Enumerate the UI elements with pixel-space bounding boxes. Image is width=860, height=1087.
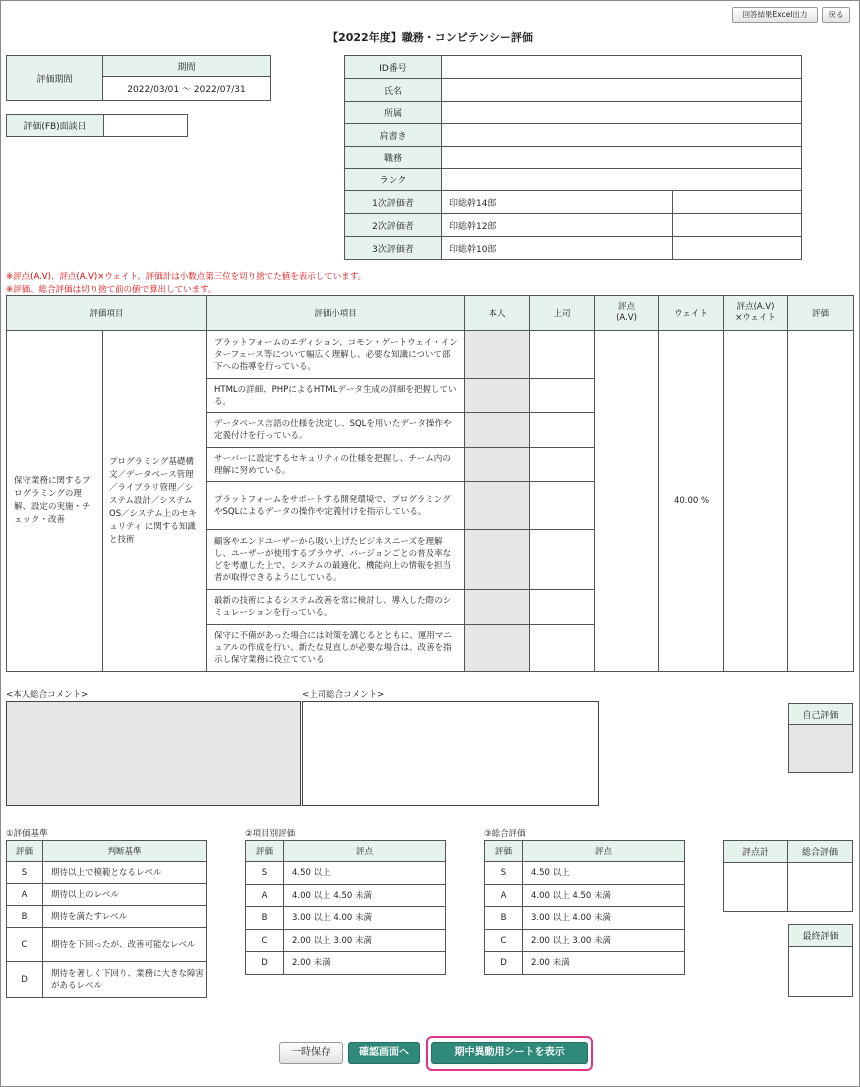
- name-label: 氏名: [345, 79, 442, 102]
- period-label: 評価期間: [7, 56, 103, 101]
- department-value: [442, 102, 802, 124]
- evaluator-1-extra: [673, 191, 802, 214]
- self-score-cell[interactable]: [465, 530, 530, 590]
- period-value: 2022/03/01 〜 2022/07/31: [103, 77, 271, 101]
- boss-score-cell[interactable]: [530, 448, 595, 482]
- job-label: 職務: [345, 147, 442, 169]
- total-eval-range: 2.00 以上 3.00 未満: [523, 930, 685, 952]
- item-eval-range: 2.00 以上 3.00 未満: [284, 930, 446, 952]
- total-eval-grade: C: [485, 930, 523, 952]
- total-eval-grade: B: [485, 907, 523, 930]
- criteria-header-basis: 判断基準: [43, 841, 207, 862]
- boss-comment-label: <上司総合コメント>: [302, 690, 385, 700]
- grade-cell: [788, 331, 854, 672]
- criteria-grade: A: [7, 884, 43, 906]
- header-weighted-score: 評点(A.V) ×ウェイト: [724, 296, 788, 331]
- item-eval-title: ②項目別評価: [245, 829, 296, 839]
- final-eval-label: 最終評価: [789, 925, 853, 947]
- sub-item: 保守に不備があった場合には対策を講じるとともに、運用マニュアルの作成を行い、新たな見直しが必要な場合は、改善を指示し保守業務に役立てている: [207, 625, 465, 672]
- id-value: [442, 56, 802, 79]
- boss-score-cell[interactable]: [530, 530, 595, 590]
- item-eval-header-grade: 評価: [246, 841, 284, 862]
- criteria-grade: D: [7, 962, 43, 998]
- total-eval-table: [484, 840, 685, 975]
- criteria-text: 期待を著しく下回り、業務に大きな障害があるレベル: [43, 962, 207, 998]
- sub-item: 最新の技術によるシステム改善を常に検討し、導入した際のシミュレーションを行っている。: [207, 590, 465, 625]
- item-eval-range: 4.50 以上: [284, 862, 446, 885]
- header-eval-item: 評価項目: [7, 296, 207, 331]
- total-eval-grade: D: [485, 952, 523, 975]
- total-eval-range: 4.50 以上: [523, 862, 685, 885]
- sub-item: プラットフォームのエディション、コモン・ゲートウェイ・インターフェース等について幅広く理解し、必要な知識について部下への指導を行っている。: [207, 331, 465, 379]
- criteria-grade: C: [7, 928, 43, 962]
- criteria-table: [6, 840, 207, 998]
- item-eval-grade: S: [246, 862, 284, 885]
- sub-item: HTMLの詳細、PHPによるHTMLデータ生成の詳細を把握している。: [207, 379, 465, 413]
- fb-date-label: 評価(FB)面談日: [7, 115, 104, 137]
- boss-score-cell[interactable]: [530, 413, 595, 448]
- department-label: 所属: [345, 102, 442, 124]
- total-grade-label: 総合評価: [788, 841, 853, 863]
- total-eval-range: 3.00 以上 4.00 未満: [523, 907, 685, 930]
- score-sum-label: 評点計: [724, 841, 788, 863]
- show-transfer-sheet-button[interactable]: 期中異動用シートを表示: [431, 1042, 588, 1064]
- item-eval-grade: D: [246, 952, 284, 975]
- note-rounding: ※評点(A.V)、評点(A.V)×ウェイト、評価計は小数点第三位を切り捨てた値を表示しています。: [6, 272, 367, 282]
- evaluator-1-label: 1次評価者: [345, 191, 442, 214]
- self-score-cell[interactable]: [465, 590, 530, 625]
- score-cell: [595, 331, 659, 672]
- score-sum-value: [724, 863, 788, 912]
- criteria-title: ①評価基準: [6, 829, 48, 839]
- position-value: [442, 124, 802, 147]
- self-score-cell[interactable]: [465, 331, 530, 379]
- self-comment-label: <本人総合コメント>: [6, 690, 89, 700]
- item-eval-grade: A: [246, 885, 284, 907]
- item-eval-table: [245, 840, 446, 975]
- total-eval-grade: A: [485, 885, 523, 907]
- evaluator-3-extra: [673, 237, 802, 260]
- fb-date-table: [6, 114, 188, 137]
- header-grade: 評価: [788, 296, 854, 331]
- boss-score-cell[interactable]: [530, 590, 595, 625]
- boss-score-cell[interactable]: [530, 625, 595, 672]
- self-eval-label: 自己評価: [789, 704, 853, 725]
- note-calculation: ※評価、総合評価は切り捨て前の値で算出しています。: [6, 285, 217, 295]
- criteria-grade: B: [7, 906, 43, 928]
- rank-value: [442, 169, 802, 191]
- item-eval-grade: C: [246, 930, 284, 952]
- evaluator-3-label: 3次評価者: [345, 237, 442, 260]
- rank-label: ランク: [345, 169, 442, 191]
- criteria-grade: S: [7, 862, 43, 884]
- sub-item: 顧客やエンドユーザーから吸い上げたビジネスニーズを理解し、ユーザーが使用するブラウザ、バージョンごとの普及率などを考慮した上で、システムの最適化、機能向上の情報を担当者が取得できるようにしている。: [207, 530, 465, 590]
- eval-category: プログラミング基礎構文／データベース管理／ライブラリ管理／システム設計／システムOS／システム上のセキュリティ に関する知識と技術: [103, 331, 207, 672]
- evaluator-3-name: 印総幹10郎: [442, 237, 673, 260]
- boss-score-cell[interactable]: [530, 482, 595, 530]
- criteria-text: 期待以上のレベル: [43, 884, 207, 906]
- criteria-text: 期待以上で模範となるレベル: [43, 862, 207, 884]
- temp-save-button[interactable]: 一時保存: [279, 1042, 343, 1064]
- page-title: 【2022年度】職務・コンピテンシー評価: [327, 31, 533, 44]
- sub-item: データベース言語の仕様を決定し、SQLを用いたデータ操作や定義付けを行っている。: [207, 413, 465, 448]
- criteria-text: 期待を下回ったが、改善可能なレベル: [43, 928, 207, 962]
- header-weight: ウェイト: [659, 296, 724, 331]
- excel-export-button[interactable]: 回答結果Excel出力: [732, 7, 818, 23]
- sub-item: サーバーに設定するセキュリティの仕様を把握し、チーム内の理解に努めている。: [207, 448, 465, 482]
- final-eval-table: [788, 924, 853, 997]
- total-eval-header-score: 評点: [523, 841, 685, 862]
- evaluator-2-extra: [673, 214, 802, 237]
- period-table: [6, 55, 271, 101]
- self-eval-table: [788, 703, 853, 773]
- boss-score-cell[interactable]: [530, 379, 595, 413]
- eval-item-name: 保守業務に関するプログラミングの理解、設定の実施・チェック・改善: [7, 331, 103, 672]
- header-boss: 上司: [530, 296, 595, 331]
- item-eval-range: 2.00 未満: [284, 952, 446, 975]
- total-eval-range: 2.00 未満: [523, 952, 685, 975]
- item-eval-grade: B: [246, 907, 284, 930]
- total-eval-grade: S: [485, 862, 523, 885]
- header-score: 評点 (A.V): [595, 296, 659, 331]
- name-value: [442, 79, 802, 102]
- confirm-button[interactable]: 確認画面へ: [348, 1042, 420, 1064]
- score-summary-table: [723, 840, 853, 912]
- employee-info-table: [344, 55, 802, 260]
- weight-value: 40.00 %: [659, 331, 724, 672]
- self-score-cell[interactable]: [465, 379, 530, 413]
- total-grade-value: [788, 863, 853, 912]
- self-score-cell[interactable]: [465, 413, 530, 448]
- self-score-cell[interactable]: [465, 448, 530, 482]
- evaluator-2-label: 2次評価者: [345, 214, 442, 237]
- criteria-header-grade: 評価: [7, 841, 43, 862]
- item-eval-header-score: 評点: [284, 841, 446, 862]
- evaluation-table: [6, 295, 854, 672]
- self-score-cell[interactable]: [465, 625, 530, 672]
- self-eval-value: [789, 725, 853, 773]
- item-eval-range: 4.00 以上 4.50 未満: [284, 885, 446, 907]
- sub-item: プラットフォームをサポートする開発環境で、プログラミングやSQLによるデータの操作や定義付けを指示している。: [207, 482, 465, 530]
- header-self: 本人: [465, 296, 530, 331]
- total-eval-header-grade: 評価: [485, 841, 523, 862]
- position-label: 肩書き: [345, 124, 442, 147]
- weighted-score-cell: [724, 331, 788, 672]
- evaluator-1-name: 印総幹14郎: [442, 191, 673, 214]
- boss-score-cell[interactable]: [530, 331, 595, 379]
- final-eval-value: [789, 947, 853, 997]
- header-sub-item: 評価小項目: [207, 296, 465, 331]
- evaluator-2-name: 印総幹12郎: [442, 214, 673, 237]
- job-value: [442, 147, 802, 169]
- fb-date-field[interactable]: [104, 115, 188, 137]
- criteria-text: 期待を満たすレベル: [43, 906, 207, 928]
- item-eval-range: 3.00 以上 4.00 未満: [284, 907, 446, 930]
- total-eval-range: 4.00 以上 4.50 未満: [523, 885, 685, 907]
- self-score-cell[interactable]: [465, 482, 530, 530]
- total-eval-title: ③総合評価: [484, 829, 526, 839]
- id-label: ID番号: [345, 56, 442, 79]
- boss-comment-textarea[interactable]: [302, 701, 599, 806]
- self-comment-textarea[interactable]: [6, 701, 301, 806]
- back-button[interactable]: 戻る: [822, 7, 850, 23]
- period-col-header: 期間: [103, 56, 271, 77]
